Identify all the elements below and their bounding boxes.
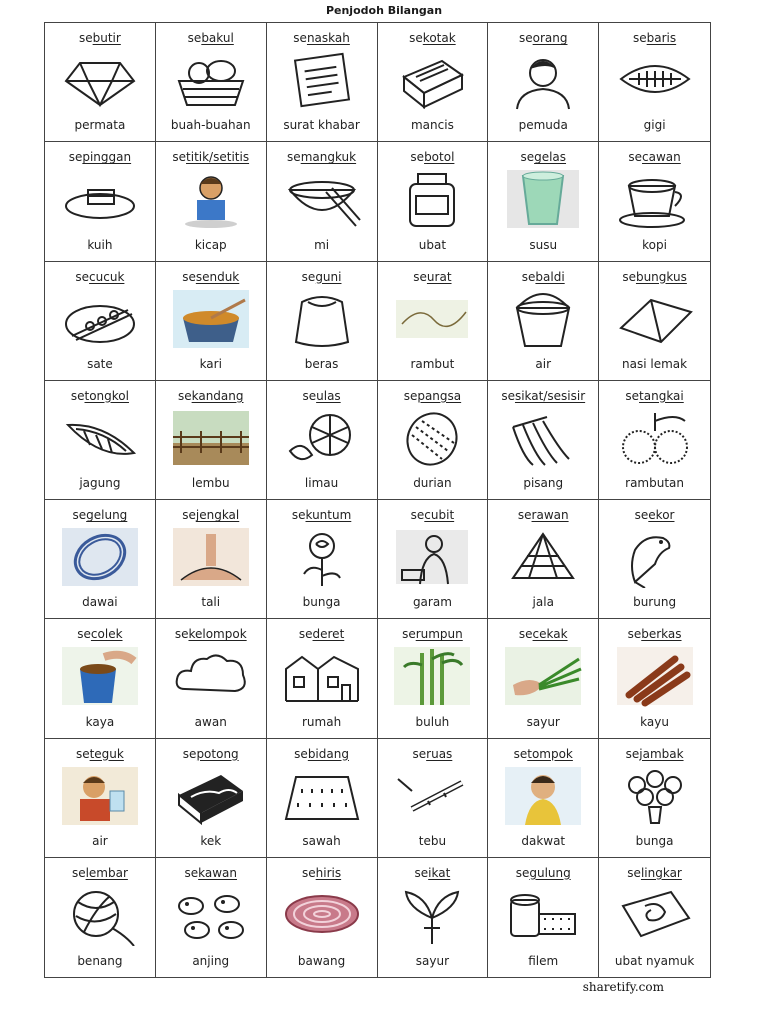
classifier-prefix: se <box>412 746 427 761</box>
classifier-cell <box>599 23 710 142</box>
classifier-cell <box>267 619 378 738</box>
noun-label: mancis <box>410 118 454 133</box>
classifier-prefix: se <box>634 508 649 522</box>
classifier-cell <box>488 500 599 619</box>
noun-label: buluh <box>415 714 450 729</box>
classifier-cell <box>45 500 156 619</box>
classifier-root: pinggan <box>82 150 132 165</box>
medicine-bottle-icon <box>392 168 472 230</box>
classifier-cell <box>45 739 156 858</box>
rambutan-icon <box>615 407 695 469</box>
classifier-word <box>599 31 710 45</box>
classifier-cell <box>599 262 710 381</box>
classifier-grid <box>44 22 711 978</box>
corn-icon <box>60 407 140 469</box>
plate-cake-icon <box>60 168 140 230</box>
classifier-word <box>267 270 377 284</box>
classifier-prefix: se <box>75 746 90 761</box>
classifier-cell <box>488 142 599 261</box>
classifier-cell <box>267 262 378 381</box>
classifier-root: cucuk <box>89 269 125 284</box>
noun-label: surat khabar <box>283 118 360 133</box>
classifier-cell <box>378 739 489 858</box>
classifier-cell <box>378 142 489 261</box>
classifier-prefix: se <box>625 746 640 761</box>
classifier-root: gelung <box>86 508 128 522</box>
classifier-cell <box>156 142 267 261</box>
classifier-word <box>45 270 155 284</box>
classifier-prefix: se <box>182 269 196 284</box>
classifier-word <box>599 270 710 284</box>
classifier-prefix: se <box>518 627 533 642</box>
classifier-prefix: se <box>287 150 301 165</box>
classifier-word <box>378 150 488 164</box>
classifier-prefix: se <box>68 150 83 165</box>
noun-label: jala <box>532 595 554 610</box>
classifier-cell <box>599 858 710 977</box>
classifier-prefix: se <box>177 388 192 403</box>
classifier-prefix: se <box>75 269 90 284</box>
noun-label: ubat <box>418 237 447 252</box>
noun-label: beras <box>304 356 339 371</box>
classifier-word <box>488 31 598 45</box>
classifier-root: cawan <box>642 150 681 165</box>
jam-jar-icon <box>60 645 140 707</box>
classifier-prefix: se <box>633 31 647 45</box>
boy-eating-icon <box>171 168 251 230</box>
classifier-cell <box>488 858 599 977</box>
classifier-root: orang <box>532 31 568 45</box>
mosquito-coil-icon <box>615 884 695 946</box>
classifier-cell <box>599 739 710 858</box>
classifier-word <box>488 150 598 164</box>
noun-label: pisang <box>523 476 564 490</box>
classifier-word <box>488 389 598 403</box>
classifier-cell <box>267 381 378 500</box>
classifier-word <box>45 150 155 164</box>
noun-label: awan <box>194 714 227 729</box>
noun-label: mi <box>314 237 330 252</box>
noun-label: bawang <box>297 954 346 968</box>
watermark: sharetify.com <box>582 980 664 994</box>
rose-icon <box>282 526 362 588</box>
hand-vegetable-icon <box>503 645 583 707</box>
classifier-prefix: se <box>517 508 532 522</box>
classifier-root: kuntum <box>305 508 352 522</box>
classifier-root: cekak <box>532 627 568 642</box>
yarn-ball-icon <box>60 884 140 946</box>
classifier-word <box>267 866 377 880</box>
classifier-word <box>378 866 488 880</box>
newspaper-icon <box>282 49 362 111</box>
young-man-icon <box>503 49 583 111</box>
coffee-cup-icon <box>615 168 695 230</box>
classifier-word <box>488 270 598 284</box>
noun-label: garam <box>412 595 452 610</box>
classifier-word <box>156 389 266 403</box>
classifier-prefix: se <box>78 31 93 45</box>
classifier-root: ulas <box>316 388 341 403</box>
noun-label: filem <box>528 954 559 968</box>
food-wrap-icon <box>615 288 695 350</box>
classifier-word <box>378 270 488 284</box>
flower-bouquet-icon <box>615 765 695 827</box>
noun-label: sawah <box>302 833 341 848</box>
classifier-cell <box>378 262 489 381</box>
classifier-prefix: se <box>501 388 515 403</box>
classifier-root: titik/setitis <box>186 150 250 165</box>
classifier-root: tongkol <box>84 388 129 403</box>
noun-label: air <box>92 833 108 848</box>
satay-icon <box>60 288 140 350</box>
classifier-prefix: se <box>627 627 642 642</box>
curry-pot-icon <box>171 288 251 350</box>
classifier-root: jambak <box>639 746 684 761</box>
noun-label: dawai <box>82 595 118 610</box>
classifier-cell <box>156 858 267 977</box>
classifier-prefix: se <box>71 865 86 880</box>
classifier-prefix: se <box>413 269 427 284</box>
classifier-root: ekor <box>648 508 675 522</box>
classifier-word <box>488 866 598 880</box>
boy-drinking-icon <box>60 765 140 827</box>
classifier-cell <box>267 858 378 977</box>
classifier-root: cubit <box>424 508 455 522</box>
classifier-prefix: se <box>72 508 87 522</box>
classifier-root: rumpun <box>415 627 463 642</box>
classifier-root: ruas <box>426 746 453 761</box>
classifier-cell <box>267 739 378 858</box>
firewood-icon <box>615 645 695 707</box>
noun-label: rambutan <box>625 476 685 490</box>
classifier-prefix: se <box>410 508 425 522</box>
classifier-prefix: se <box>521 269 536 284</box>
classifier-word <box>267 747 377 761</box>
classifier-word <box>45 747 155 761</box>
classifier-word <box>156 508 266 522</box>
onion-slice-icon <box>282 884 362 946</box>
classifier-cell <box>267 500 378 619</box>
page-title: Penjodoh Bilangan <box>325 4 443 17</box>
classifier-cell <box>156 23 267 142</box>
noun-label: kicap <box>194 237 227 252</box>
classifier-prefix: se <box>294 746 308 761</box>
classifier-cell <box>599 500 710 619</box>
classifier-word <box>378 389 488 403</box>
classifier-word <box>45 389 155 403</box>
classifier-prefix: se <box>302 865 316 880</box>
classifier-root: jengkal <box>195 508 240 522</box>
classifier-prefix: se <box>403 388 418 403</box>
classifier-root: baris <box>646 31 677 45</box>
classifier-prefix: se <box>515 865 530 880</box>
noun-label: kopi <box>642 237 667 252</box>
classifier-root: potong <box>196 746 239 761</box>
classifier-prefix: se <box>402 627 416 642</box>
classifier-cell <box>378 23 489 142</box>
noodle-bowl-icon <box>282 168 362 230</box>
classifier-word <box>267 389 377 403</box>
classifier-root: deret <box>312 627 345 642</box>
classifier-root: kotak <box>422 31 456 45</box>
classifier-word <box>488 508 598 522</box>
classifier-cell <box>378 858 489 977</box>
classifier-cell <box>45 262 156 381</box>
classifier-cell <box>599 619 710 738</box>
classifier-prefix: se <box>414 865 429 880</box>
classifier-root: gelas <box>534 150 567 165</box>
classifier-root: pangsa <box>417 388 462 403</box>
classifier-prefix: se <box>182 746 197 761</box>
classifier-root: gulung <box>529 865 571 880</box>
noun-label: kari <box>199 356 222 371</box>
girl-ink-icon <box>503 765 583 827</box>
durian-icon <box>392 407 472 469</box>
noun-label: ubat nyamuk <box>614 954 695 968</box>
classifier-cell <box>156 619 267 738</box>
noun-label: gigi <box>643 118 666 133</box>
classifier-root: lingkar <box>640 865 682 880</box>
noun-label: tebu <box>418 833 447 848</box>
classifier-prefix: se <box>77 627 91 642</box>
noun-label: kuih <box>87 237 113 252</box>
matchbox-icon <box>392 49 472 111</box>
noun-label: permata <box>74 118 126 133</box>
classifier-cell <box>45 619 156 738</box>
classifier-root: kelompok <box>188 627 247 642</box>
classifier-word <box>156 627 266 641</box>
classifier-word <box>267 508 377 522</box>
classifier-word <box>488 747 598 761</box>
classifier-root: bidang <box>307 746 349 761</box>
classifier-root: berkas <box>641 627 682 642</box>
classifier-word <box>599 389 710 403</box>
noun-label: sayur <box>526 714 560 729</box>
noun-label: rambut <box>410 356 455 371</box>
classifier-cell <box>156 381 267 500</box>
classifier-word <box>156 866 266 880</box>
hair-strand-icon <box>392 288 472 350</box>
classifier-prefix: se <box>625 388 640 403</box>
classifier-cell <box>378 500 489 619</box>
noun-label: burung <box>633 595 677 610</box>
noun-label: limau <box>304 476 339 490</box>
classifier-prefix: se <box>291 508 306 522</box>
classifier-word <box>378 31 488 45</box>
hand-span-icon <box>171 526 251 588</box>
classifier-word <box>599 508 710 522</box>
classifier-root: baldi <box>535 269 565 284</box>
classifier-cell <box>488 739 599 858</box>
classifier-word <box>267 627 377 641</box>
classifier-prefix: se <box>172 150 187 165</box>
classifier-cell <box>378 381 489 500</box>
classifier-word <box>156 270 266 284</box>
classifier-cell <box>156 262 267 381</box>
noun-label: anjing <box>192 954 230 968</box>
classifier-root: mangkuk <box>300 150 357 165</box>
classifier-word <box>599 150 710 164</box>
classifier-cell <box>45 381 156 500</box>
classifier-cell <box>488 262 599 381</box>
classifier-word <box>45 508 155 522</box>
classifier-word <box>378 627 488 641</box>
classifier-cell <box>599 381 710 500</box>
classifier-word <box>156 747 266 761</box>
classifier-cell <box>45 23 156 142</box>
glass-icon <box>503 168 583 230</box>
classifier-prefix: se <box>627 865 641 880</box>
classifier-prefix: se <box>184 865 199 880</box>
rice-sack-icon <box>282 288 362 350</box>
cattle-pen-icon <box>171 407 251 469</box>
classifier-word <box>267 31 377 45</box>
classifier-root: kandang <box>191 388 244 403</box>
noun-label: rumah <box>301 714 342 729</box>
noun-label: bunga <box>302 595 341 610</box>
classifier-word <box>267 150 377 164</box>
classifier-cell <box>156 739 267 858</box>
classifier-root: colek <box>90 627 123 642</box>
classifier-prefix: se <box>187 31 202 45</box>
classifier-root: naskah <box>306 31 350 45</box>
noun-label: buah-buahan <box>170 118 251 133</box>
classifier-word <box>378 747 488 761</box>
classifier-root: ikat <box>428 865 451 880</box>
classifier-prefix: se <box>302 388 317 403</box>
classifier-cell <box>599 142 710 261</box>
classifier-root: urat <box>426 269 452 284</box>
fruit-basket-icon <box>171 49 251 111</box>
noun-label: pemuda <box>518 118 568 133</box>
film-roll-icon <box>503 884 583 946</box>
wire-coil-icon <box>60 526 140 588</box>
classifier-root: tangkai <box>639 388 684 403</box>
banana-icon <box>503 407 583 469</box>
classifier-cell <box>267 23 378 142</box>
classifier-word <box>156 150 266 164</box>
classifier-cell <box>45 142 156 261</box>
classifier-prefix: se <box>301 269 316 284</box>
noun-label: sayur <box>415 954 450 968</box>
cloud-icon <box>171 645 251 707</box>
classifier-root: botol <box>424 150 455 165</box>
classifier-prefix: se <box>182 508 196 522</box>
fishing-net-icon <box>503 526 583 588</box>
classifier-cell <box>488 619 599 738</box>
noun-label: lembu <box>191 476 230 490</box>
classifier-prefix: se <box>628 150 643 165</box>
noun-label: dakwat <box>521 833 566 848</box>
classifier-prefix: se <box>409 31 423 45</box>
teeth-icon <box>615 49 695 111</box>
classifier-prefix: se <box>70 388 85 403</box>
noun-label: jagung <box>79 476 121 490</box>
classifier-cell <box>45 858 156 977</box>
classifier-prefix: se <box>622 269 636 284</box>
classifier-root: rawan <box>531 508 569 522</box>
classifier-word <box>599 627 710 641</box>
bamboo-icon <box>392 645 472 707</box>
classifier-word <box>599 747 710 761</box>
noun-label: bunga <box>635 833 674 848</box>
noun-label: benang <box>77 954 123 968</box>
classifier-root: butir <box>92 31 121 45</box>
noun-label: kek <box>200 833 222 848</box>
classifier-word <box>156 31 266 45</box>
row-houses-icon <box>282 645 362 707</box>
classifier-word <box>45 866 155 880</box>
classifier-cell <box>267 142 378 261</box>
classifier-root: kawan <box>198 865 237 880</box>
classifier-prefix: se <box>518 31 533 45</box>
classifier-cell <box>488 23 599 142</box>
dogs-icon <box>171 884 251 946</box>
noun-label: sate <box>87 356 113 371</box>
classifier-root: senduk <box>195 269 240 284</box>
classifier-cell <box>156 500 267 619</box>
classifier-word <box>45 627 155 641</box>
classifier-root: sikat/sesisir <box>514 388 586 403</box>
noun-label: durian <box>413 476 452 490</box>
classifier-word <box>45 31 155 45</box>
noun-label: kayu <box>640 714 669 729</box>
classifier-cell <box>378 619 489 738</box>
classifier-cell <box>488 381 599 500</box>
gem-icon <box>60 49 140 111</box>
orange-segment-icon <box>282 407 362 469</box>
paddy-field-icon <box>282 765 362 827</box>
classifier-root: bungkus <box>635 269 687 284</box>
bucket-icon <box>503 288 583 350</box>
classifier-prefix: se <box>298 627 313 642</box>
noun-label: air <box>535 356 552 371</box>
parrot-icon <box>615 526 695 588</box>
classifier-root: hiris <box>315 865 342 880</box>
classifier-root: bakul <box>201 31 234 45</box>
noun-label: kaya <box>85 714 115 729</box>
classifier-word <box>378 508 488 522</box>
classifier-root: guni <box>315 269 342 284</box>
classifier-root: teguk <box>89 746 124 761</box>
woman-cooking-icon <box>392 526 472 588</box>
noun-label: susu <box>529 237 558 252</box>
classifier-root: lembar <box>85 865 128 880</box>
noun-label: nasi lemak <box>622 356 688 371</box>
classifier-prefix: se <box>293 31 307 45</box>
classifier-prefix: se <box>410 150 425 165</box>
vegetable-bunch-icon <box>392 884 472 946</box>
classifier-prefix: se <box>520 150 535 165</box>
cake-slice-icon <box>171 765 251 827</box>
classifier-prefix: se <box>513 746 528 761</box>
noun-label: tali <box>201 595 221 610</box>
classifier-prefix: se <box>174 627 189 642</box>
classifier-word <box>488 627 598 641</box>
classifier-word <box>599 866 710 880</box>
classifier-root: tompok <box>527 746 573 761</box>
sugarcane-icon <box>392 765 472 827</box>
